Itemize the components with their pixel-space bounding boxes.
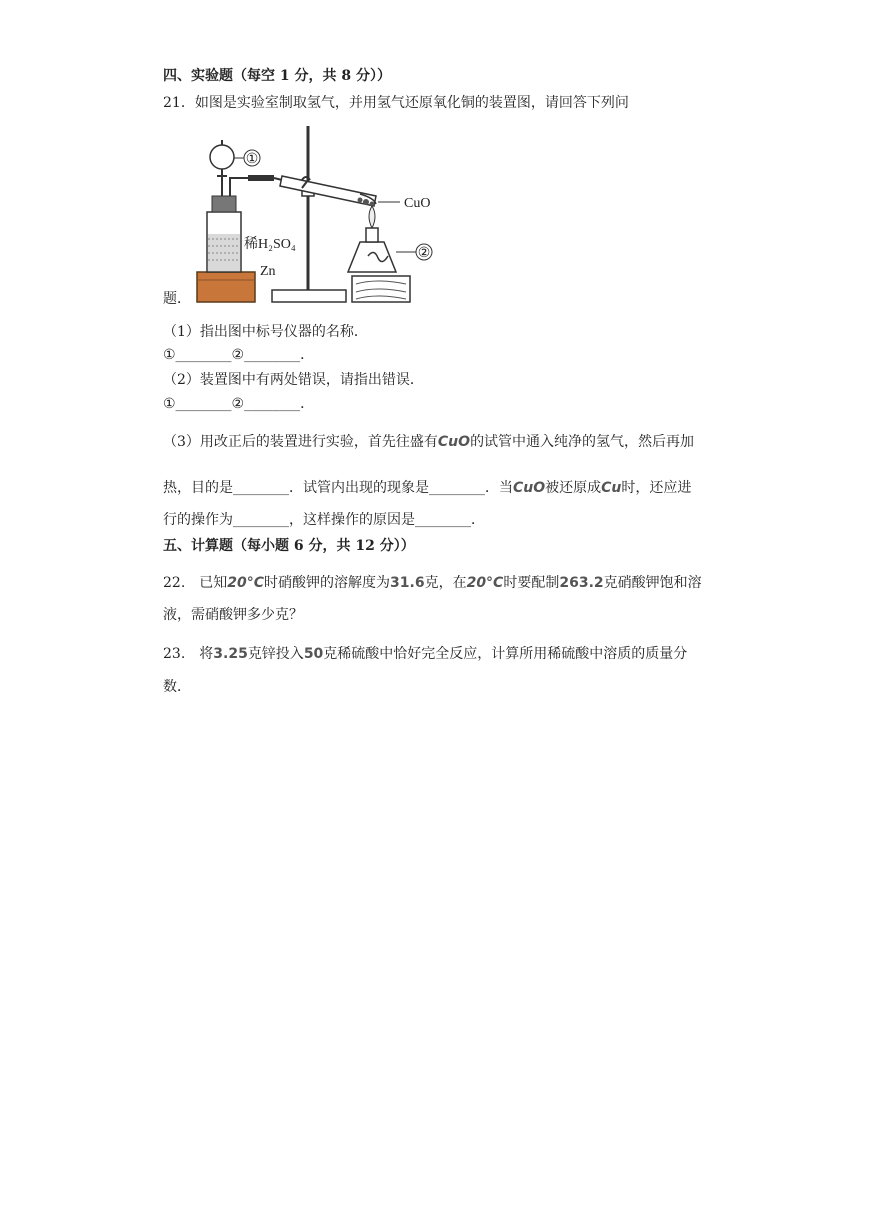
- rubber-tube: [248, 175, 274, 181]
- apparatus-diagram: [190, 124, 446, 306]
- figure-label-1: ①: [245, 152, 259, 167]
- funnel-bulb: [210, 145, 234, 169]
- figure-label-zn: Zn: [260, 264, 276, 279]
- section-heading-experiment: 四、实验题（每空 1 分，共 8 分））: [163, 68, 391, 84]
- figure-label-acid-formula: H₂SO₄: [258, 237, 296, 252]
- q21-part2-question: （2）装置图中有两处错误，请指出错误．: [163, 372, 424, 388]
- figure-label-2: ②: [417, 246, 431, 261]
- q21-part3-line2: 热，目的是________．试管内出现的现象是________．当CuO被还原成Cu时，还应进: [163, 480, 692, 496]
- stand-base: [272, 290, 346, 302]
- zinc-mass-value: 3.25: [213, 646, 248, 662]
- delivery-tube: [230, 178, 250, 196]
- figure-label-acid-prefix: 稀: [244, 237, 258, 252]
- q21-intro: 21．如图是实验室制取氢气，并用氢气还原氧化铜的装置图，请回答下列问: [163, 95, 629, 111]
- formula-cuo: CuO: [513, 480, 546, 496]
- wooden-block: [197, 272, 255, 302]
- q21-part3-line1: （3）用改正后的装置进行实验，首先往盛有CuO的试管中通入纯净的氢气，然后再加: [163, 434, 695, 450]
- q22-line1: 22. 已知20°C时硝酸钾的溶解度为31.6克，在20°C时要配制263.2克硝酸钾饱和溶: [163, 575, 702, 591]
- svg-text:稀H₂SO₄: [244, 236, 296, 252]
- formula-cuo: CuO: [437, 434, 471, 450]
- acid-mass-value: 50: [303, 646, 324, 662]
- q23-line2: 数．: [163, 679, 191, 695]
- rubber-stopper: [212, 196, 236, 212]
- q21-intro-cont: 题．: [163, 291, 191, 307]
- q21-part2-answer: ①________②________．: [163, 396, 315, 412]
- hydrogen-apparatus-figure: [190, 124, 446, 306]
- solubility-value: 31.6: [390, 575, 425, 591]
- formula-cu: Cu: [601, 480, 622, 496]
- alcohol-lamp: [348, 242, 396, 272]
- q21-part1-answer: ①________②________．: [163, 347, 315, 363]
- q21-part1-question: （1）指出图中标号仪器的名称．: [163, 324, 368, 340]
- q21-part3-line3: 行的操作为________，这样操作的原因是________．: [163, 512, 485, 528]
- q22-line2: 液，需硝酸钾多少克？: [163, 607, 303, 623]
- q23-line1: 23. 将3.25克锌投入50克稀硫酸中恰好完全反应，计算所用稀硫酸中溶质的质量分: [163, 646, 688, 662]
- solution-mass-value: 263.2: [559, 575, 604, 591]
- temp-value: 20°C: [227, 575, 265, 591]
- figure-label-cuo: CuO: [404, 196, 431, 211]
- temp-value: 20°C: [466, 575, 504, 591]
- section-heading-calculation: 五、计算题（每小题 6 分，共 12 分））: [163, 538, 415, 554]
